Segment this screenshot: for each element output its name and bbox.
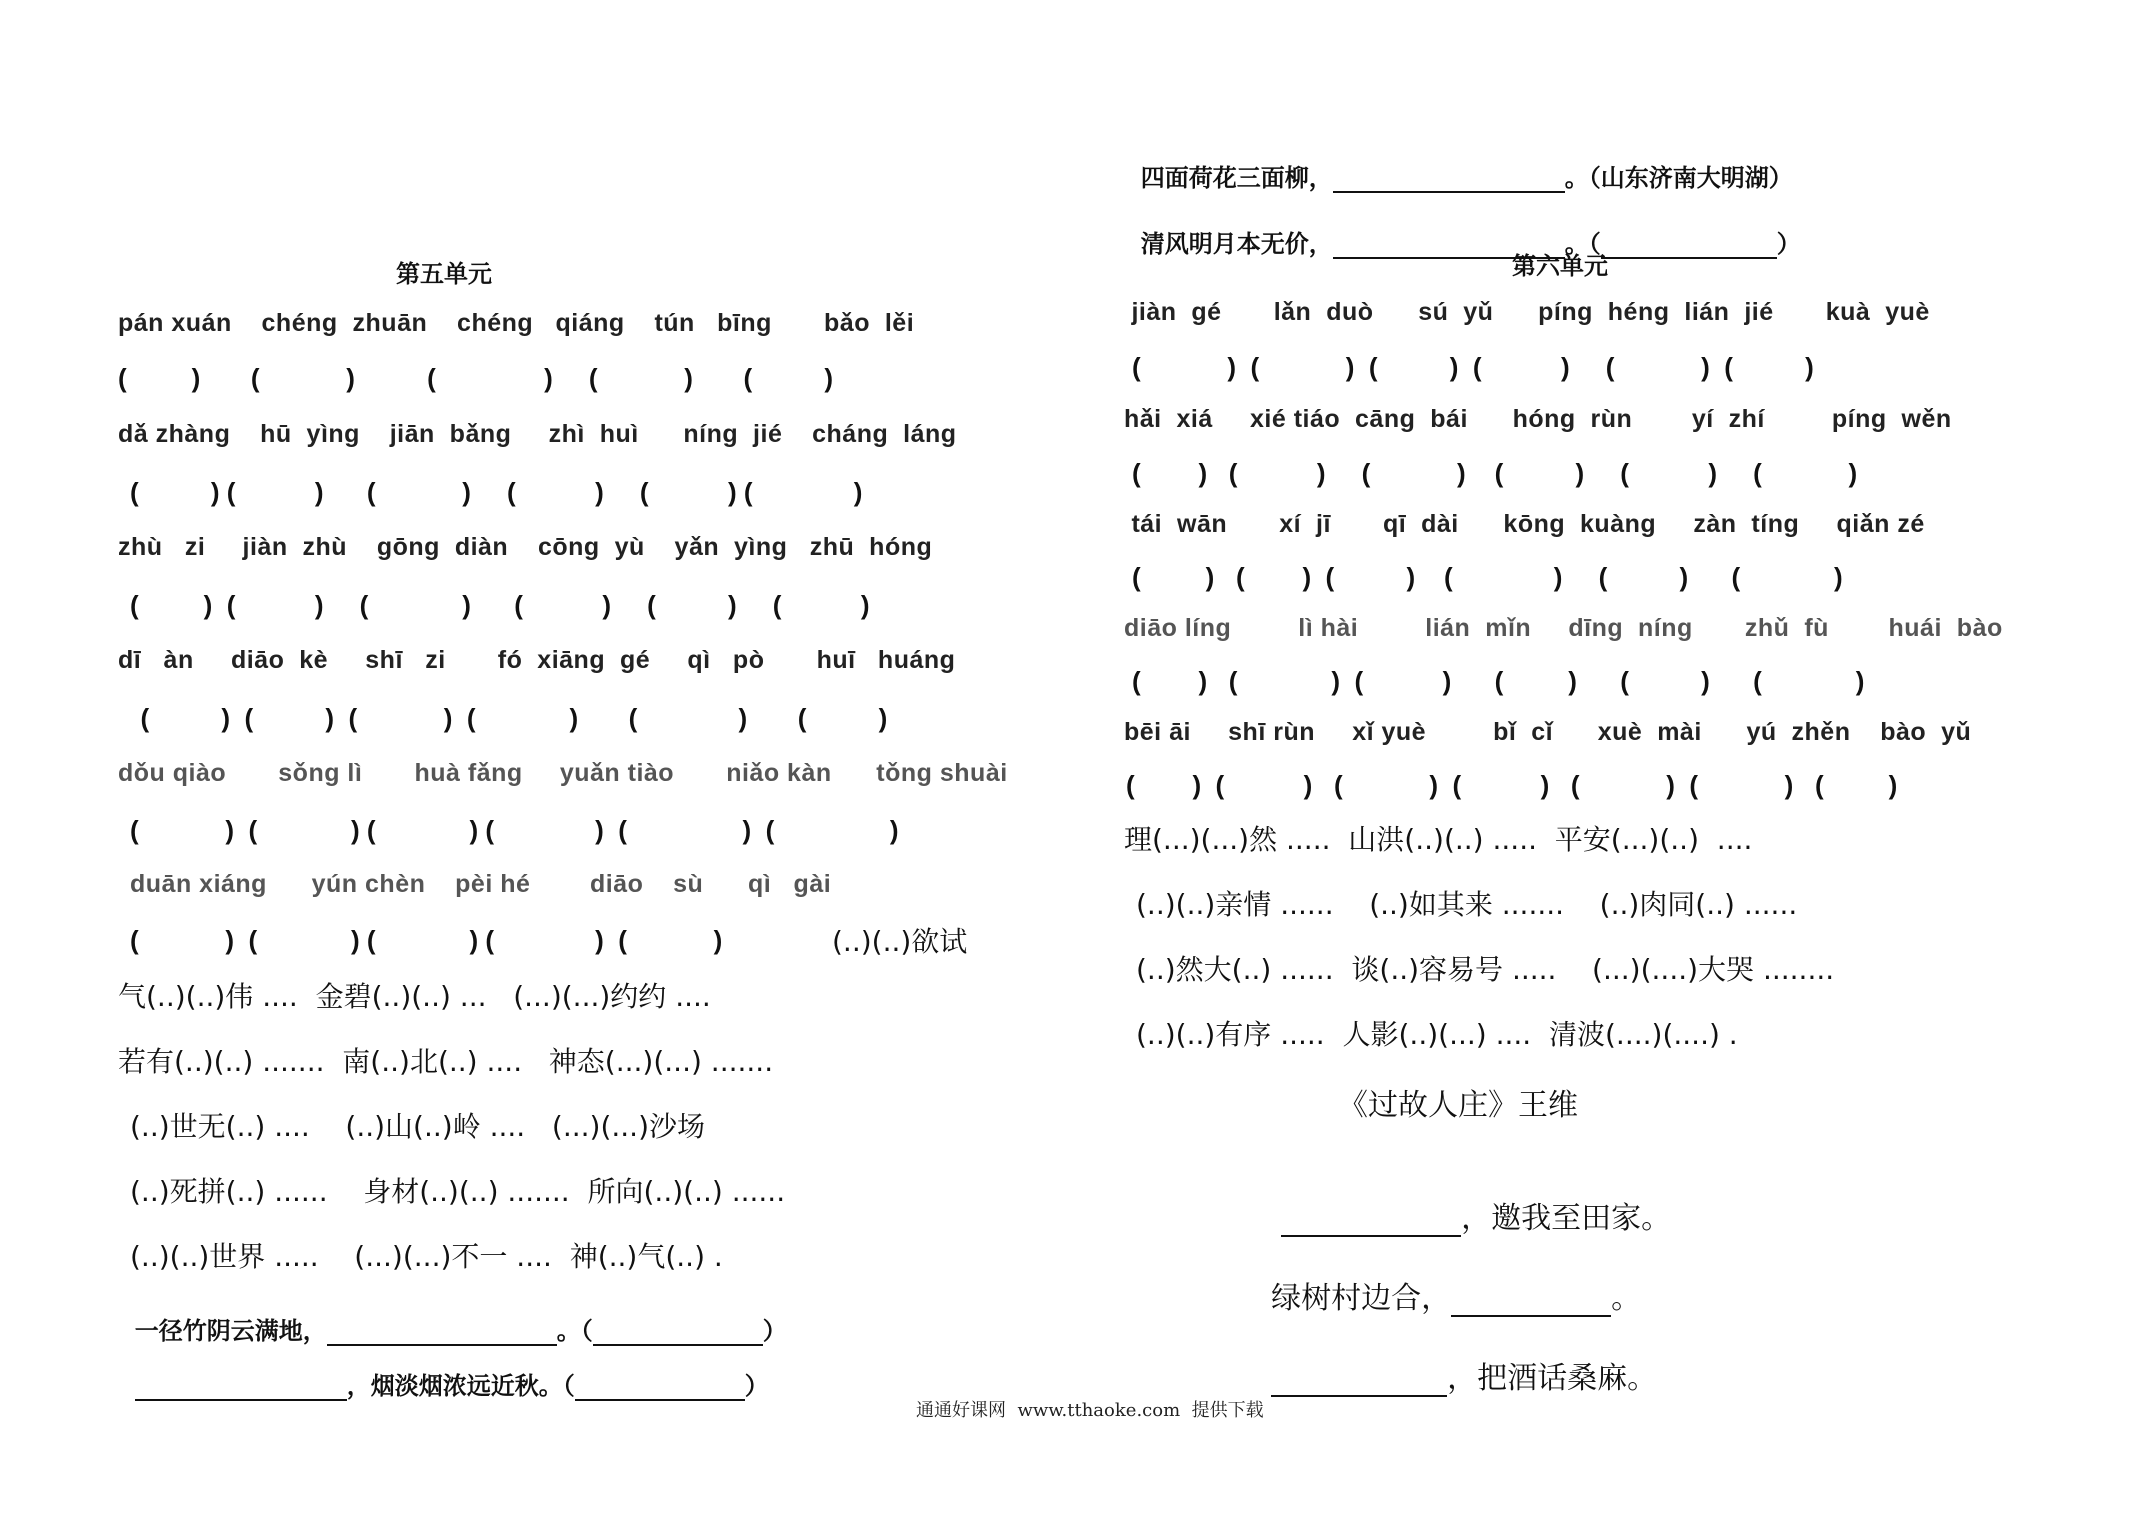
idiom-fill-tail[interactable]: (..)(..)欲试 <box>832 925 968 958</box>
answer-brackets-row-3[interactable]: ( ) ( ) ( ) ( ) ( ) ( ) <box>130 590 870 620</box>
poem-lake-prefix: 四面荷花三面柳， <box>1140 164 1333 192</box>
pinyin-row-2: dǎ zhàng hū yìng jiān bǎng zhì huì níng jié cháng láng <box>118 420 957 448</box>
answer-brackets-row-1[interactable]: ( ) ( ) ( ) ( ) ( ) <box>118 363 834 393</box>
poem-line-2 <box>118 1338 769 1401</box>
poem-breeze-prefix: 清风明月本无价， <box>1140 230 1333 258</box>
pinyin-row-5: dǒu qiào sǒng lì huà fǎng yuǎn tiào niǎo kàn tǒng shuài <box>118 759 1008 787</box>
answer-brackets-row-5[interactable]: ( ) ( ) ( ) ( ) ( ) ( ) ( ) <box>1126 770 1898 800</box>
poem-stanza-2-prefix: 绿树村边合， <box>1271 1281 1452 1316</box>
poem-line-1 <box>118 1283 787 1346</box>
answer-brackets-row-4[interactable]: ( ) ( ) ( ) ( ) ( ) ( ) <box>1132 666 1865 696</box>
poem-lake-suffix: 。（山东济南大明湖） <box>1564 164 1793 192</box>
poem-stanza-3-suffix: ，把酒话桑麻。 <box>1447 1361 1658 1396</box>
pinyin-row-2: hǎi xiá xié tiáo cāng bái hóng rùn yí zhí píng wěn <box>1124 405 1952 433</box>
poem-stanza-2-suffix: 。 <box>1611 1281 1642 1316</box>
idiom-fill-row-2[interactable]: (..)(..)亲情 ...... (..)如其来 ....... (..)肉同(..) ...... <box>1136 888 1798 921</box>
pinyin-row-1: pán xuán chéng zhuān chéng qiáng tún bīng bǎo lěi <box>118 309 915 337</box>
poem-line-breeze <box>1124 196 1801 259</box>
unit-5-title: 第五单元 <box>396 260 492 288</box>
idiom-fill-row-3[interactable]: (..)然大(..) ...... 谈(..)容易号 ..... (...)(....)大哭 ........ <box>1136 953 1835 986</box>
poem-title: 《过故人庄》王维 <box>1338 1088 1578 1123</box>
pinyin-row-3: tái wān xí jī qī dài kōng kuàng zàn tíng qiǎn zé <box>1124 510 1925 538</box>
answer-brackets-row-1[interactable]: ( ) ( ) ( ) ( ) ( ) ( ) <box>1132 352 1814 382</box>
idiom-fill-row-4[interactable]: (..)死拼(..) ...... 身材(..)(..) ....... 所向(..)(..) ...... <box>130 1175 786 1208</box>
poem-line-lake <box>1124 130 1793 193</box>
pinyin-row-6: duān xiáng yún chèn pèi hé diāo sù qì gài <box>130 870 832 898</box>
poem-line-1-prefix: 一径竹阴云满地， <box>134 1317 327 1345</box>
pinyin-row-4: diāo líng lì hài lián mǐn dīng níng zhǔ fù huái bào <box>1124 614 2003 642</box>
answer-brackets-row-2[interactable]: ( ) ( ) ( ) ( ) ( ) ( ) <box>130 477 863 507</box>
poem-line-2-middle: ，烟淡烟浓远近秋。（ <box>346 1372 575 1400</box>
idiom-fill-row-3[interactable]: (..)世无(..) .... (..)山(..)岭 .... (...)(...)沙场 <box>130 1110 705 1143</box>
answer-blank-source[interactable] <box>575 1373 745 1401</box>
idiom-fill-row-2[interactable]: 若有(..)(..) ....... 南(..)北(..) .... 神态(...)(...) ....... <box>118 1045 774 1078</box>
poem-stanza-1-suffix: ，邀我至田家。 <box>1461 1201 1672 1236</box>
poem-stanza-2 <box>1252 1238 1641 1317</box>
answer-brackets-row-2[interactable]: ( ) ( ) ( ) ( ) ( ) ( ) <box>1132 458 1858 488</box>
unit-6-title: 第六单元 <box>1512 252 1608 280</box>
poem-stanza-1 <box>1262 1158 1671 1237</box>
answer-brackets-row-5[interactable]: ( ) ( ) ( ) ( ) ( ) ( ) <box>130 815 899 845</box>
answer-brackets-row-6[interactable]: ( ) ( ) ( ) ( ) ( ) <box>130 925 723 955</box>
answer-blank[interactable] <box>135 1373 347 1401</box>
idiom-fill-row-4[interactable]: (..)(..)有序 ..... 人影(..)(...) .... 清波(....)(....) . <box>1136 1018 1738 1051</box>
footer-source: 通通好课网 www.tthaoke.com 提供下载 <box>916 1400 1264 1421</box>
idiom-fill-row-1[interactable]: 气(..)(..)伟 .... 金碧(..)(..) ... (...)(...)约约 .... <box>118 980 711 1013</box>
answer-blank-source[interactable] <box>1601 231 1777 259</box>
answer-blank[interactable] <box>1451 1289 1611 1317</box>
poem-stanza-3 <box>1252 1318 1657 1397</box>
pinyin-row-1: jiàn gé lǎn duò sú yǔ píng héng lián jié kuà yuè <box>1124 298 1930 326</box>
answer-brackets-row-4[interactable]: ( ) ( ) ( ) ( ) ( ) ( ) <box>126 703 888 733</box>
pinyin-row-3: zhù zi jiàn zhù gōng diàn cōng yù yǎn yìng zhū hóng <box>118 533 933 561</box>
pinyin-row-4: dī àn diāo kè shī zi fó xiāng gé qì pò huī huáng <box>118 646 956 674</box>
poem-breeze-end: 。（ <box>1564 230 1601 258</box>
answer-blank[interactable] <box>1333 165 1565 193</box>
idiom-fill-row-1[interactable]: 理(...)(...)然 ..... 山洪(..)(..) ..... 平安(...)(..) .... <box>1124 823 1753 856</box>
poem-line-1-end: 。（ <box>556 1317 593 1345</box>
answer-blank[interactable] <box>1281 1209 1461 1237</box>
poem-breeze-close: ） <box>1776 230 1801 258</box>
answer-brackets-row-3[interactable]: ( ) ( ) ( ) ( ) ( ) ( ) <box>1132 562 1843 592</box>
pinyin-row-5: bēi āi shī rùn xǐ yuè bǐ cǐ xuè mài yú zhěn bào yǔ <box>1124 718 1972 746</box>
poem-line-1-close: ） <box>762 1317 787 1345</box>
idiom-fill-row-5[interactable]: (..)(..)世界 ..... (...)(...)不一 .... 神(..)气(..) . <box>130 1240 723 1273</box>
poem-line-2-close: ） <box>744 1372 769 1400</box>
answer-blank[interactable] <box>1271 1369 1447 1397</box>
